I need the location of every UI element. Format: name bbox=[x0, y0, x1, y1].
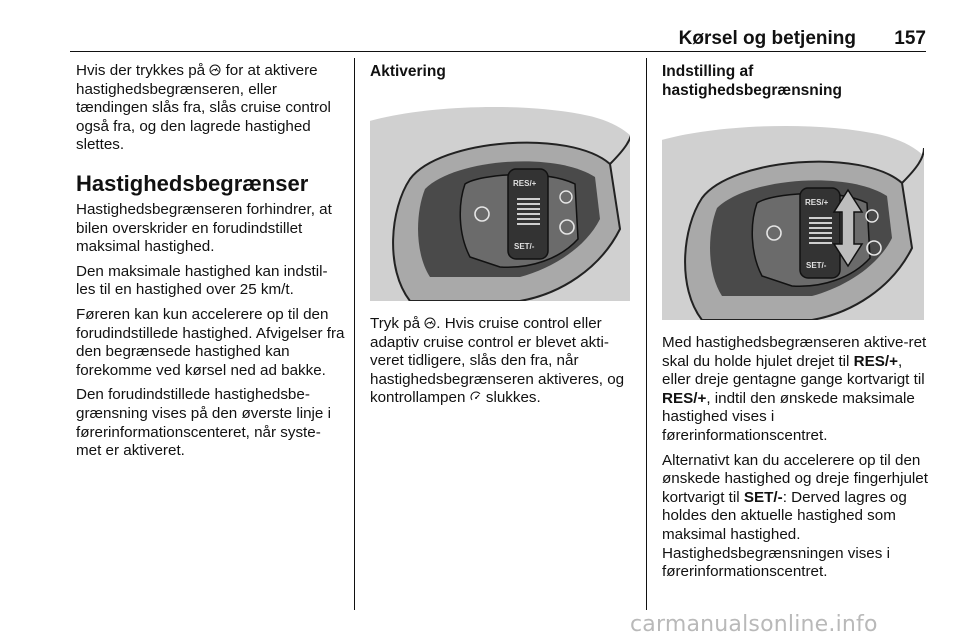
text: Alternativt kan du accelerere op til den ønskede hastighed og dreje fingerhjulet kortvarigt til bbox=[662, 451, 928, 506]
column-1 bbox=[76, 62, 346, 467]
res-label: RES/+ bbox=[513, 179, 537, 188]
paragraph bbox=[370, 315, 632, 408]
paragraph: Den maksimale hastighed kan indstil-les til en hastighed over 25 km/t. bbox=[76, 262, 328, 299]
speed-limiter-icon bbox=[424, 317, 436, 329]
page-number: 157 bbox=[894, 28, 926, 49]
text: slukkes. bbox=[481, 389, 541, 407]
text: , eller dreje gentagne gange kortvarigt til bbox=[662, 352, 925, 389]
subsection-heading: Indstilling af hastighedsbegrænsning bbox=[662, 63, 842, 99]
text: Tryk på bbox=[370, 315, 425, 332]
watermark: carmanualsonline.info bbox=[630, 612, 878, 637]
paragraph: Hastighedsbegrænseren forhindrer, at bilen overskrider en forudindstillet maksimal hastighed. bbox=[76, 200, 332, 256]
steering-wheel-adjust-illustration bbox=[662, 108, 924, 320]
column-3 bbox=[662, 62, 928, 588]
text: : Derved lagres og holdes den aktuelle hastighed som maksimal hastighed. Hastighedsbegrænsningen vises i førerinformationscentret. bbox=[662, 488, 907, 581]
section-title: Kørsel og betjening bbox=[678, 28, 856, 49]
column-divider-1 bbox=[354, 58, 355, 610]
paragraph bbox=[662, 334, 928, 446]
res-plus-label: RES/+ bbox=[853, 352, 898, 370]
text: , indtil den ønskede maksimale hastighed vises i førerinformationscentret. bbox=[662, 389, 915, 444]
section-heading: Hastighedsbegrænser bbox=[76, 170, 309, 196]
steering-wheel-illustration bbox=[370, 89, 630, 301]
text: for at aktivere hastighedsbegrænseren, eller tændingen slås fra, slås cruise control også fra, og den lagrede hastighed slettes. bbox=[76, 62, 331, 154]
text: . Hvis cruise control eller adaptiv cruise control er blevet akti-veret tidligere, slås den fra, når hastighedsbegrænseren aktiveres, og kontrollampen bbox=[370, 315, 625, 407]
cruise-control-lamp-icon bbox=[470, 391, 482, 403]
text: Hvis der trykkes på bbox=[76, 62, 210, 79]
res-label: RES/+ bbox=[805, 198, 829, 207]
set-label: SET/- bbox=[514, 242, 535, 251]
set-label: SET/- bbox=[806, 261, 827, 270]
header-rule bbox=[70, 51, 926, 52]
paragraph: Føreren kan kun accelerere op til den forudindstillede hastighed. Afvigelser fra den begrænsede hastighed kan forekomme ved kørsel ned ad bakke. bbox=[76, 305, 345, 379]
paragraph: Den forudindstillede hastighedsbe-grænsning vises på den øverste linje i førerinformationscenteret, når syste-met er aktiveret. bbox=[76, 386, 331, 460]
speed-limiter-icon bbox=[209, 64, 221, 76]
set-minus-label: SET/- bbox=[743, 488, 783, 506]
text: Med hastighedsbegrænseren aktive-ret skal du holde hjulet drejet til bbox=[662, 334, 927, 370]
subsection-heading: Aktivering bbox=[370, 63, 446, 80]
column-divider-2 bbox=[646, 58, 647, 610]
page-header bbox=[70, 28, 926, 52]
res-plus-label: RES/+ bbox=[662, 389, 707, 407]
column-2 bbox=[370, 62, 632, 414]
paragraph bbox=[76, 62, 346, 155]
paragraph bbox=[662, 452, 928, 582]
